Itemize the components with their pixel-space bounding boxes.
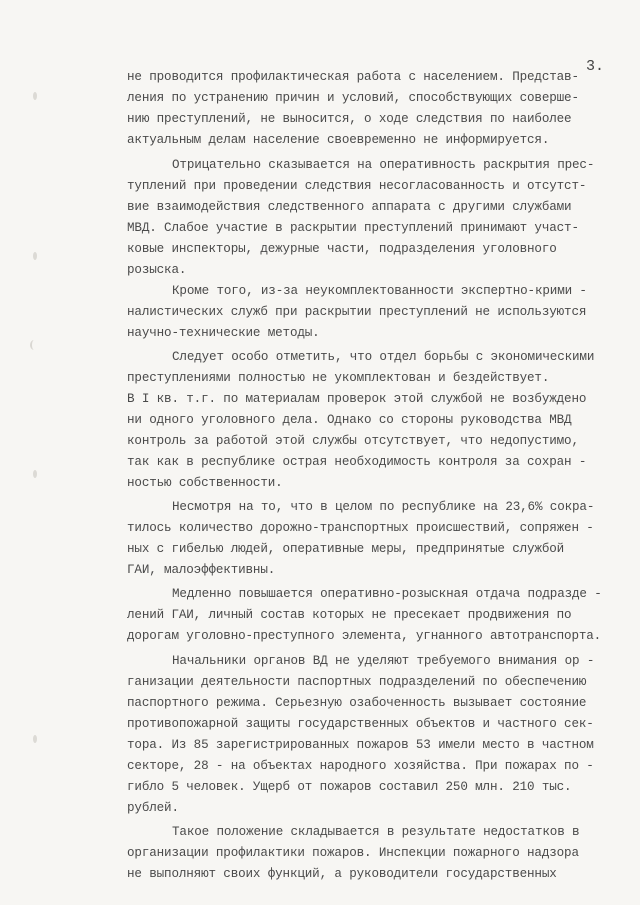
text-line-7: вие взаимодействия следственного аппарата с другими службами bbox=[127, 200, 572, 214]
text-line-6: туплений при проведении следствия несогласованность и отсутст- bbox=[127, 179, 587, 193]
punch-hole-mark bbox=[33, 252, 37, 260]
text-line-3: нию преступлений, не выносится, о ходе следствия по наиболее bbox=[127, 112, 572, 126]
text-line-20: ностью собственности. bbox=[127, 476, 283, 490]
text-line-14: Следует особо отметить, что отдел борьбы с экономическими bbox=[172, 350, 595, 364]
text-line-37: организации профилактики пожаров. Инспекции пожарного надзора bbox=[127, 846, 579, 860]
text-line-35: рублей. bbox=[127, 801, 179, 815]
page-number: 3. bbox=[586, 58, 605, 75]
text-line-32: тора. Из 85 зарегистрированных пожаров 53 имели место в частном bbox=[127, 738, 594, 752]
text-line-28: Начальники органов ВД не уделяют требуемого внимания ор - bbox=[172, 654, 595, 668]
text-line-1: не проводится профилактическая работа с населением. Представ- bbox=[127, 70, 579, 84]
text-line-25: Медленно повышается оперативно-розыскная отдача подразде - bbox=[172, 587, 602, 601]
text-line-36: Такое положение складывается в результате недостатков в bbox=[172, 825, 580, 839]
text-line-18: контроль за работой этой службы отсутствует, что недопустимо, bbox=[127, 434, 579, 448]
text-line-34: гибло 5 человек. Ущерб от пожаров составил 250 млн. 210 тыс. bbox=[127, 780, 572, 794]
text-line-38: не выполняют своих функций, а руководители государственных bbox=[127, 867, 557, 881]
text-line-30: паспортного режима. Серьезную озабоченность вызывает состояние bbox=[127, 696, 587, 710]
text-line-22: тилось количество дорожно-транспортных происшествий, сопряжен - bbox=[127, 521, 594, 535]
text-line-29: ганизации деятельности паспортных подразделений по обеспечению bbox=[127, 675, 587, 689]
text-line-24: ГАИ, малоэффективны. bbox=[127, 563, 276, 577]
text-line-23: ных с гибелью людей, оперативные меры, предпринятые службой bbox=[127, 542, 565, 556]
text-line-8: МВД. Слабое участие в раскрытии преступлений принимают участ- bbox=[127, 221, 579, 235]
text-line-5: Отрицательно сказывается на оперативность раскрытия прес- bbox=[172, 158, 595, 172]
text-line-13: научно-технические методы. bbox=[127, 326, 320, 340]
text-line-26: лений ГАИ, личный состав которых не пресекает продвижения по bbox=[127, 608, 572, 622]
punch-hole-mark bbox=[33, 92, 37, 100]
text-line-17: ни одного уголовного дела. Однако со стороны руководства МВД bbox=[127, 413, 572, 427]
text-line-9: ковые инспекторы, дежурные части, подразделения уголовного bbox=[127, 242, 557, 256]
text-line-2: ления по устранению причин и условий, способствующих соверше- bbox=[127, 91, 579, 105]
text-line-11: Кроме того, из-за неукомплектованности экспертно-крими - bbox=[172, 284, 587, 298]
text-line-15: преступлениями полностью не укомплектован и бездействует. bbox=[127, 371, 550, 385]
text-line-21: Несмотря на то, что в целом по республике на 23,6% сокра- bbox=[172, 500, 595, 514]
paper-fold-mark bbox=[30, 340, 38, 350]
punch-hole-mark bbox=[33, 470, 37, 478]
text-line-33: секторе, 28 - на объектах народного хозяйства. При пожарах по - bbox=[127, 759, 594, 773]
text-line-19: так как в республике острая необходимость контроля за сохран - bbox=[127, 455, 587, 469]
text-line-27: дорогам уголовно-преступного элемента, угнанного автотранспорта. bbox=[127, 629, 602, 643]
text-line-4: актуальным делам население своевременно не информируется. bbox=[127, 133, 550, 147]
text-line-12: налистических служб при раскрытии преступлений не используются bbox=[127, 305, 587, 319]
text-line-31: противопожарной защиты государственных объектов и частного сек- bbox=[127, 717, 594, 731]
text-line-10: розыска. bbox=[127, 263, 187, 277]
text-line-16: В I кв. т.г. по материалам проверок этой службой не возбуждено bbox=[127, 392, 587, 406]
punch-hole-mark bbox=[33, 735, 37, 743]
